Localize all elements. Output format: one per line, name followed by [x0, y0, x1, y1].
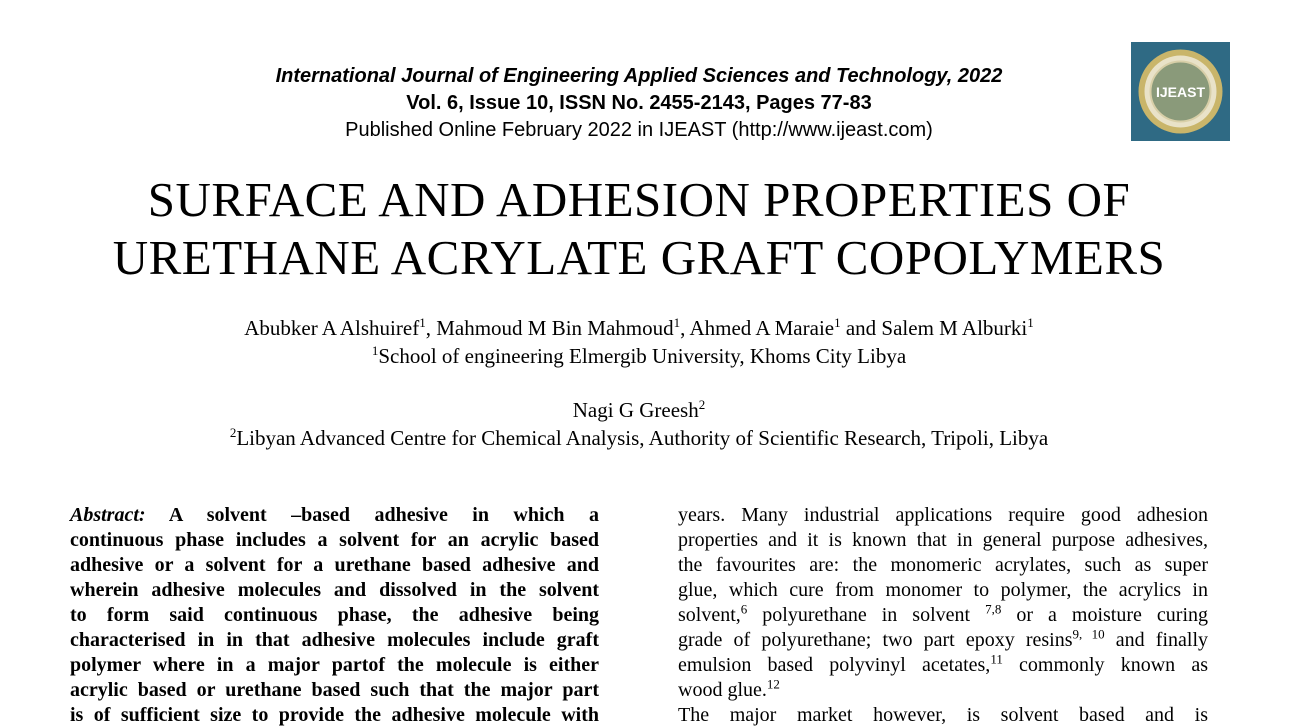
logo-text: IJEAST [1155, 84, 1206, 100]
affiliation-1 [0, 342, 1278, 370]
body-text: wood glue. [678, 679, 767, 701]
body-line [678, 628, 1208, 653]
journal-volume-issue: Vol. 6, Issue 10, ISSN No. 2455-2143, Pages 77-83 [406, 92, 872, 114]
author-secondary [0, 396, 1278, 424]
paper-title [0, 171, 1278, 287]
abstract-label: Abstract: [70, 504, 146, 526]
body-text: and finally [1104, 629, 1208, 651]
author-affiliation-mark: 1 [673, 315, 681, 330]
title-line-2: URETHANE ACRYLATE GRAFT COPOLYMERS [112, 230, 1166, 285]
body-text: polyurethane in solvent [747, 604, 986, 626]
journal-publication-info: Published Online February 2022 in IJEAST (http://www.ijeast.com) [345, 119, 933, 141]
abstract-column [70, 503, 599, 728]
author-affiliation-mark: 1 [1027, 315, 1034, 330]
citation-mark: 9, 10 [1072, 626, 1105, 642]
abstract-line: polymer where in a major partof the molecule is either [70, 654, 599, 676]
citation-mark: 6 [740, 601, 748, 617]
abstract-line: characterised in in that adhesive molecules include graft [70, 629, 599, 651]
ijeast-logo [1131, 42, 1230, 141]
body-text: commonly known as [1002, 654, 1208, 676]
author-name: , Ahmed A Maraie [680, 316, 835, 340]
affiliation-mark: 2 [229, 425, 237, 440]
author-name: Abubker A Alshuiref [244, 316, 420, 340]
abstract-text: A solvent –based adhesive in which a [145, 504, 599, 526]
author-list [0, 314, 1278, 342]
body-column [678, 503, 1208, 728]
affiliation-mark: 1 [371, 343, 379, 358]
body-line: properties and it is known that in general purpose adhesives, [678, 529, 1208, 551]
citation-mark: 7,8 [985, 601, 1002, 617]
author-name: , Mahmoud M Bin Mahmoud [425, 316, 674, 340]
author-affiliation-mark: 1 [419, 315, 426, 330]
body-line [678, 678, 1208, 703]
citation-mark: 12 [766, 676, 780, 692]
abstract-line: to form said continuous phase, the adhesive being [70, 604, 599, 626]
body-line: the favourites are: the monomeric acrylates, such as super [678, 554, 1208, 576]
affiliation-text: Libyan Advanced Centre for Chemical Analysis, Authority of Scientific Research, Tripoli, Libya [236, 426, 1049, 450]
body-text: or a moisture curing [1001, 604, 1209, 626]
body-line [678, 653, 1208, 678]
abstract-line: adhesive or a solvent for a urethane based adhesive and [70, 554, 599, 576]
body-text: emulsion based polyvinyl acetates, [678, 654, 991, 676]
abstract-line [70, 503, 599, 528]
journal-name: International Journal of Engineering Applied Sciences and Technology, 2022 [275, 65, 1003, 87]
abstract-line: wherein adhesive molecules and dissolved in the solvent [70, 579, 599, 601]
body-line: years. Many industrial applications require good adhesion [678, 504, 1208, 526]
author-affiliation-mark: 1 [834, 315, 841, 330]
citation-mark: 11 [990, 651, 1003, 667]
author-affiliation-mark: 2 [698, 397, 706, 412]
affiliation-text: School of engineering Elmergib University, Khoms City Libya [378, 344, 907, 368]
body-text: grade of polyurethane; two part epoxy resins [678, 629, 1073, 651]
abstract-line: acrylic based or urethane based such that the major part [70, 679, 599, 701]
body-line: glue, which cure from monomer to polymer, the acrylics in [678, 579, 1208, 601]
title-line-1: SURFACE AND ADHESION PROPERTIES OF [147, 172, 1131, 227]
author-name: Nagi G Greesh [572, 398, 699, 422]
abstract-line: continuous phase includes a solvent for an acrylic based [70, 529, 599, 551]
body-line [678, 603, 1208, 628]
affiliation-2 [0, 424, 1278, 452]
body-line: The major market however, is solvent based and is [678, 704, 1208, 726]
abstract-line: is of sufficient size to provide the adhesive molecule with [70, 704, 599, 726]
author-name: and Salem M Alburki [840, 316, 1028, 340]
body-text: solvent, [678, 604, 741, 626]
